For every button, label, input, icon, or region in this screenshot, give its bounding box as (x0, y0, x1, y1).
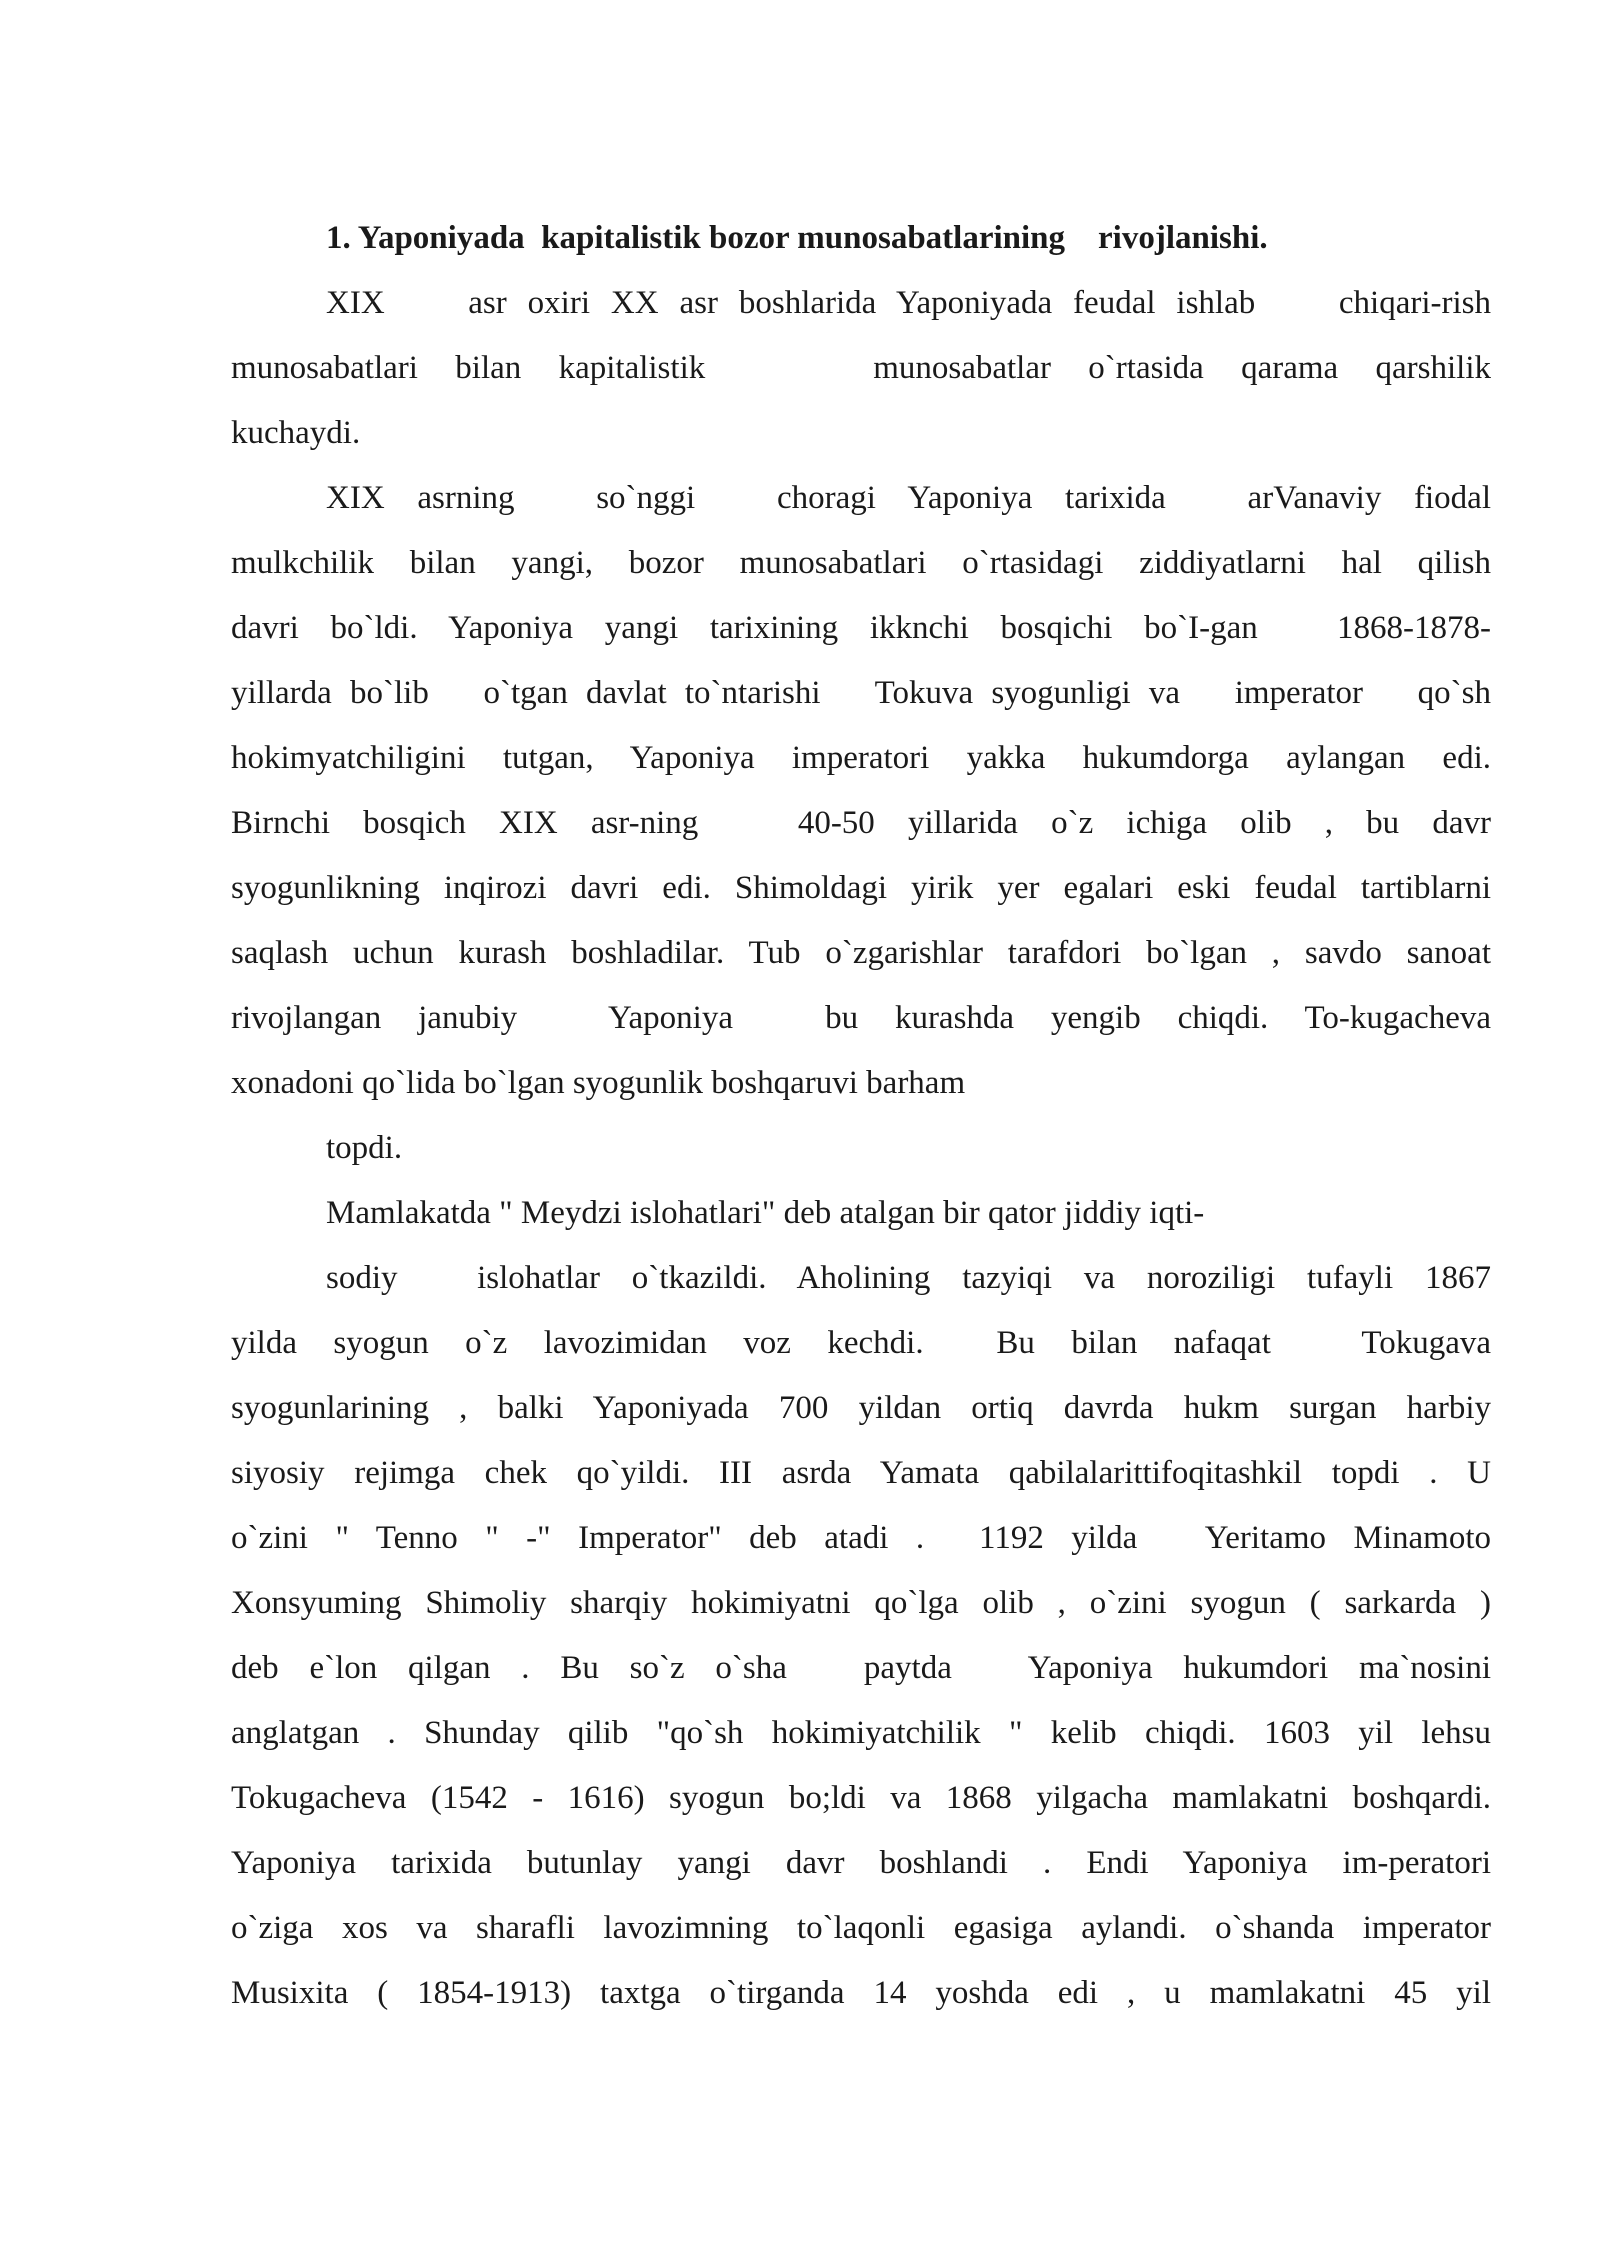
paragraph-line: anglatgan . Shunday qilib "qo`sh hokimiyatchilik " kelib chiqdi. 1603 yil lehsu (231, 1715, 1491, 1751)
paragraph-line: kuchaydi. (231, 415, 361, 451)
paragraph-line: syogunlikning inqirozi davri edi. Shimoldagi yirik yer egalari eski feudal tartiblarni (231, 870, 1491, 906)
paragraph-line: Yaponiya tarixida butunlay yangi davr boshlandi . Endi Yaponiya im-peratori (231, 1845, 1491, 1881)
paragraph-line: xonadoni qo`lida bo`lgan syogunlik boshqaruvi barham (231, 1065, 966, 1101)
paragraph-line: XIX asrning so`nggi choragi Yaponiya tarixida arVanaviy fiodal (326, 480, 1491, 516)
paragraph-line: Birnchi bosqich XIX asr-ning 40-50 yillarida o`z ichiga olib , bu davr (231, 805, 1491, 841)
paragraph-line: syogunlarining , balki Yaponiyada 700 yildan ortiq davrda hukm surgan harbiy (231, 1390, 1491, 1426)
paragraph-line: yillarda bo`lib o`tgan davlat to`ntarishi Tokuva syogunligi va imperator qo`sh (231, 675, 1491, 711)
paragraph-line: Musixita ( 1854-1913) taxtga o`tirganda 14 yoshda edi , u mamlakatni 45 yil (231, 1975, 1491, 2011)
paragraph-line: Xonsyuming Shimoliy sharqiy hokimiyatni qo`lga olib , o`zini syogun ( sarkarda ) (231, 1585, 1491, 1621)
paragraph-line: rivojlangan janubiy Yaponiya bu kurashda yengib chiqdi. To-kugacheva (231, 1000, 1491, 1036)
paragraph-line: deb e`lon qilgan . Bu so`z o`sha paytda Yaponiya hukumdori ma`nosini (231, 1650, 1491, 1686)
paragraph-line: o`ziga xos va sharafli lavozimning to`laqonli egasiga aylandi. o`shanda imperator (231, 1910, 1491, 1946)
paragraph-line: hokimyatchiligini tutgan, Yaponiya imperatori yakka hukumdorga aylangan edi. (231, 740, 1491, 776)
paragraph-line: sodiy islohatlar o`tkazildi. Aholining tazyiqi va noroziligi tufayli 1867 (326, 1260, 1491, 1296)
paragraph-line: yilda syogun o`z lavozimidan voz kechdi. Bu bilan nafaqat Tokugava (231, 1325, 1491, 1361)
paragraph-line: Mamlakatda " Meydzi islohatlari" deb atalgan bir qator jiddiy iqti- (326, 1195, 1205, 1231)
paragraph-line: munosabatlari bilan kapitalistik munosabatlar o`rtasida qarama qarshilik (231, 350, 1491, 386)
section-heading: 1. Yaponiyada kapitalistik bozor munosabatlarining rivojlanishi. (326, 220, 1268, 256)
paragraph-line: Tokugacheva (1542 - 1616) syogun bo;ldi va 1868 yilgacha mamlakatni boshqardi. (231, 1780, 1491, 1816)
paragraph-line: o`zini " Tenno " -" Imperator" deb atadi . 1192 yilda Yeritamo Minamoto (231, 1520, 1491, 1556)
paragraph-line: mulkchilik bilan yangi, bozor munosabatlari o`rtasidagi ziddiyatlarni hal qilish (231, 545, 1491, 581)
paragraph-line: saqlash uchun kurash boshladilar. Tub o`zgarishlar tarafdori bo`lgan , savdo sanoat (231, 935, 1491, 971)
paragraph-line: davri bo`ldi. Yaponiya yangi tarixining ikknchi bosqichi bo`I-gan 1868-1878- (231, 610, 1491, 646)
paragraph-line: siyosiy rejimga chek qo`yildi. III asrda Yamata qabilalarittifoqitashkil topdi . U (231, 1455, 1491, 1491)
paragraph-line: XIX asr oxiri XX asr boshlarida Yaponiyada feudal ishlab chiqari-rish (326, 285, 1491, 321)
paragraph-line: topdi. (326, 1130, 403, 1166)
